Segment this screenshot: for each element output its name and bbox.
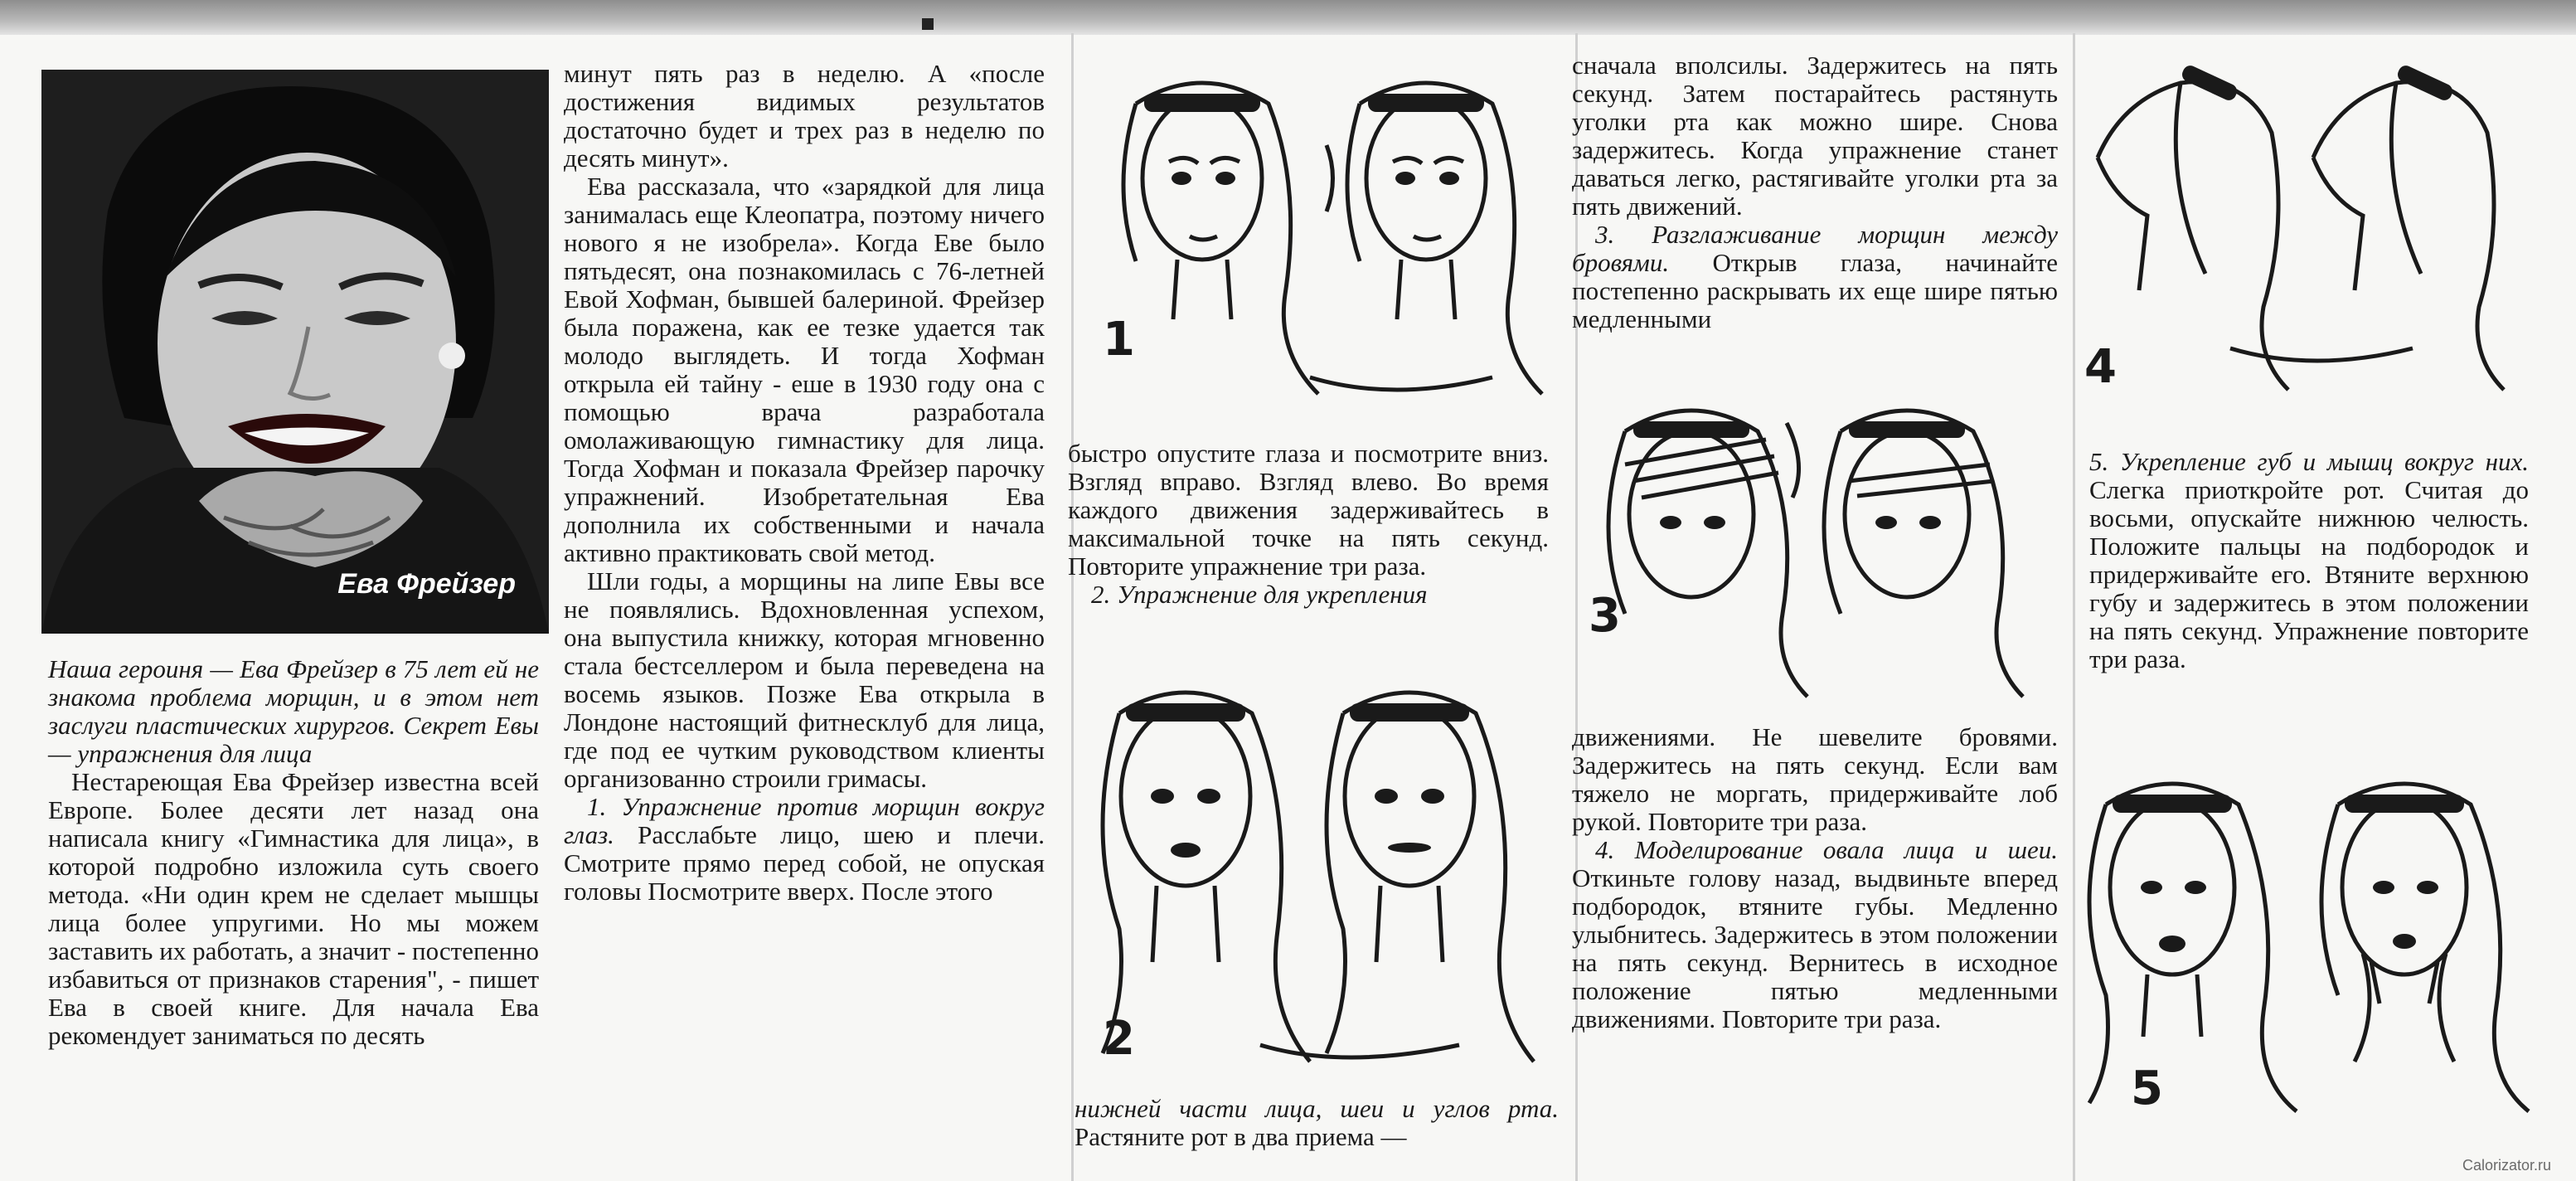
intro-paragraph: Нестареющая Ева Фрейзер известна всей Европе. Более десяти лет назад она написала книгу «Гимнастика для лица», в которой подробно изложила суть своего метода. «Ни один крем не сделает мышцы лица более упругими. Но мы можем заставить их работать, а значит - постепенно избавиться от признаков старения", - пишет Ева в своей книге. Для начала Ева рекомендует заниматься по десять — [48, 767, 539, 1050]
exercise-3-text: Открыв глаза, начинайте постепенно раскрывать их еще шире пятью медленными — [1572, 248, 2059, 333]
figure-3-drawing — [1575, 390, 2064, 705]
figure-number: 5 — [2131, 1062, 2163, 1115]
figure-4 — [2064, 58, 2554, 406]
photo-label: Ева Фрейзер — [337, 568, 516, 600]
column-5-text — [2089, 448, 2529, 673]
paragraph: Шли годы, а морщины на липе Евы все не появлялись. Вдохновленная успехом, она выпустила книжку, которая мгновенно стала бестселлером и была переведена на восемь языков. Позже Ева открыла в Лондоне настоящий фитнесклуб для лица, где под ее чутким руководством клиенты организованно строили гримасы. — [564, 566, 1045, 793]
column-3-text-b — [1075, 1095, 1559, 1151]
figure-1-drawing — [1078, 46, 1567, 411]
exercise-1 — [564, 793, 1045, 906]
exercise-3-title: 3. Разглаживание морщин между бровями. — [1572, 220, 2058, 277]
portrait-photo — [41, 70, 549, 634]
column-4-text-b — [1572, 723, 2058, 1033]
figure-number: 4 — [2084, 340, 2117, 394]
exercise-4-text: Откиньте голову назад, выдвиньте вперед подбородок, втяните губы. Медленно улыбнитесь. Задержитесь в этом положении на пять секунд. Вернитесь в исходное положение пятью медленными движениями. Повторите три раза. — [1572, 863, 2058, 1033]
exercise-5-text: Слегка приоткройте рот. Считая до восьми, опускайте нижнюю челюсть. Положите пальцы на подбородок и придерживайте его. Втяните верхнюю губу и задержитесь в этом положении на пять секунд. Упражнение повторите три раза. — [2089, 475, 2529, 673]
photo-caption: Наша героиня — Ева Фрейзер в 75 лет ей не знакома проблема морщин, и в этом нет заслуги пластических хирургов. Секрет Евы — упражнения для лица — [48, 654, 539, 768]
paragraph: движениями. Не шевелите бровями. Задержитесь на пять секунд. Если вам тяжело не моргать, придерживайте лоб рукой. Повторите три раза. — [1572, 722, 2058, 836]
exercise-2-title-cont: нижней части лица, шеи и углов рта. — [1075, 1094, 1559, 1123]
column-1 — [48, 655, 539, 1050]
figure-number: 1 — [1103, 313, 1135, 367]
figure-5 — [2073, 763, 2562, 1128]
exercise-1-text: Расслабьте лицо, шею и плечи. Смотрите прямо перед собой, не опуская головы Посмотрите вверх. После этого — [564, 820, 1045, 906]
exercise-1-title: 1. Упражнение против морщин вокруг глаз. — [564, 792, 1045, 849]
column-4-text-a — [1572, 51, 2058, 333]
paragraph: Ева рассказала, что «зарядкой для лица занималась еще Клеопатра, поэтому ничего нового я не изобрела». Когда Еве было пятьдесят, она познакомилась с 76-летней Евой Хофман, бывшей балериной. Фрейзер была поражена, как ее тезке удается так молодо выглядеть. И тогда Хофман открыла ей тайну - еше в 1930 году она с помощью врача разработала омолаживающую гимнастику для лица. Тогда Хофман и показала Фрейзер парочку упражнений. Изобретательная Ева дополнила их собственными и начала активно практиковать свой метод. — [564, 172, 1045, 567]
portrait-drawing — [41, 70, 549, 634]
figure-2-drawing — [1070, 663, 1559, 1078]
paragraph: минут пять раз в неделю. А «после достижения видимых результатов достаточно будет и трех раз в неделю по десять минут». — [564, 59, 1045, 173]
paragraph: быстро опустите глаза и посмотрите вниз. Взгляд вправо. Взгляд влево. Во время каждого движения задерживайтесь в максимальной точке на пять секунд. Повторите упражнение три раза. — [1068, 439, 1549, 581]
exercise-2-title: 2. Упражнение для укрепления — [1091, 580, 1428, 609]
figure-3 — [1575, 390, 2064, 705]
figure-2 — [1070, 663, 1559, 1078]
figure-1 — [1078, 46, 1567, 411]
column-3-text-a — [1068, 440, 1549, 609]
figure-4-drawing — [2064, 58, 2554, 406]
print-mark — [922, 18, 934, 30]
exercise-5-title: 5. Укрепление губ и мышц вокруг них. — [2089, 447, 2529, 476]
exercise-2-text: Растяните рот в два приема — — [1075, 1122, 1407, 1151]
column-2 — [564, 60, 1045, 906]
paragraph: сначала вполсилы. Задержитесь на пять секунд. Затем постарайтесь растянуть уголки рта как можно шире. Снова задержитесь. Когда упражнение станет даваться легко, растягивайте уголки рта за пять движений. — [1572, 51, 2058, 221]
exercise-4-title: 4. Моделирование овала лица и шеи. — [1595, 835, 2058, 864]
figure-number: 2 — [1103, 1012, 1135, 1066]
scan-top-edge — [0, 0, 2576, 35]
figure-number: 3 — [1589, 589, 1621, 643]
watermark: Calorizator.ru — [2462, 1157, 2551, 1174]
